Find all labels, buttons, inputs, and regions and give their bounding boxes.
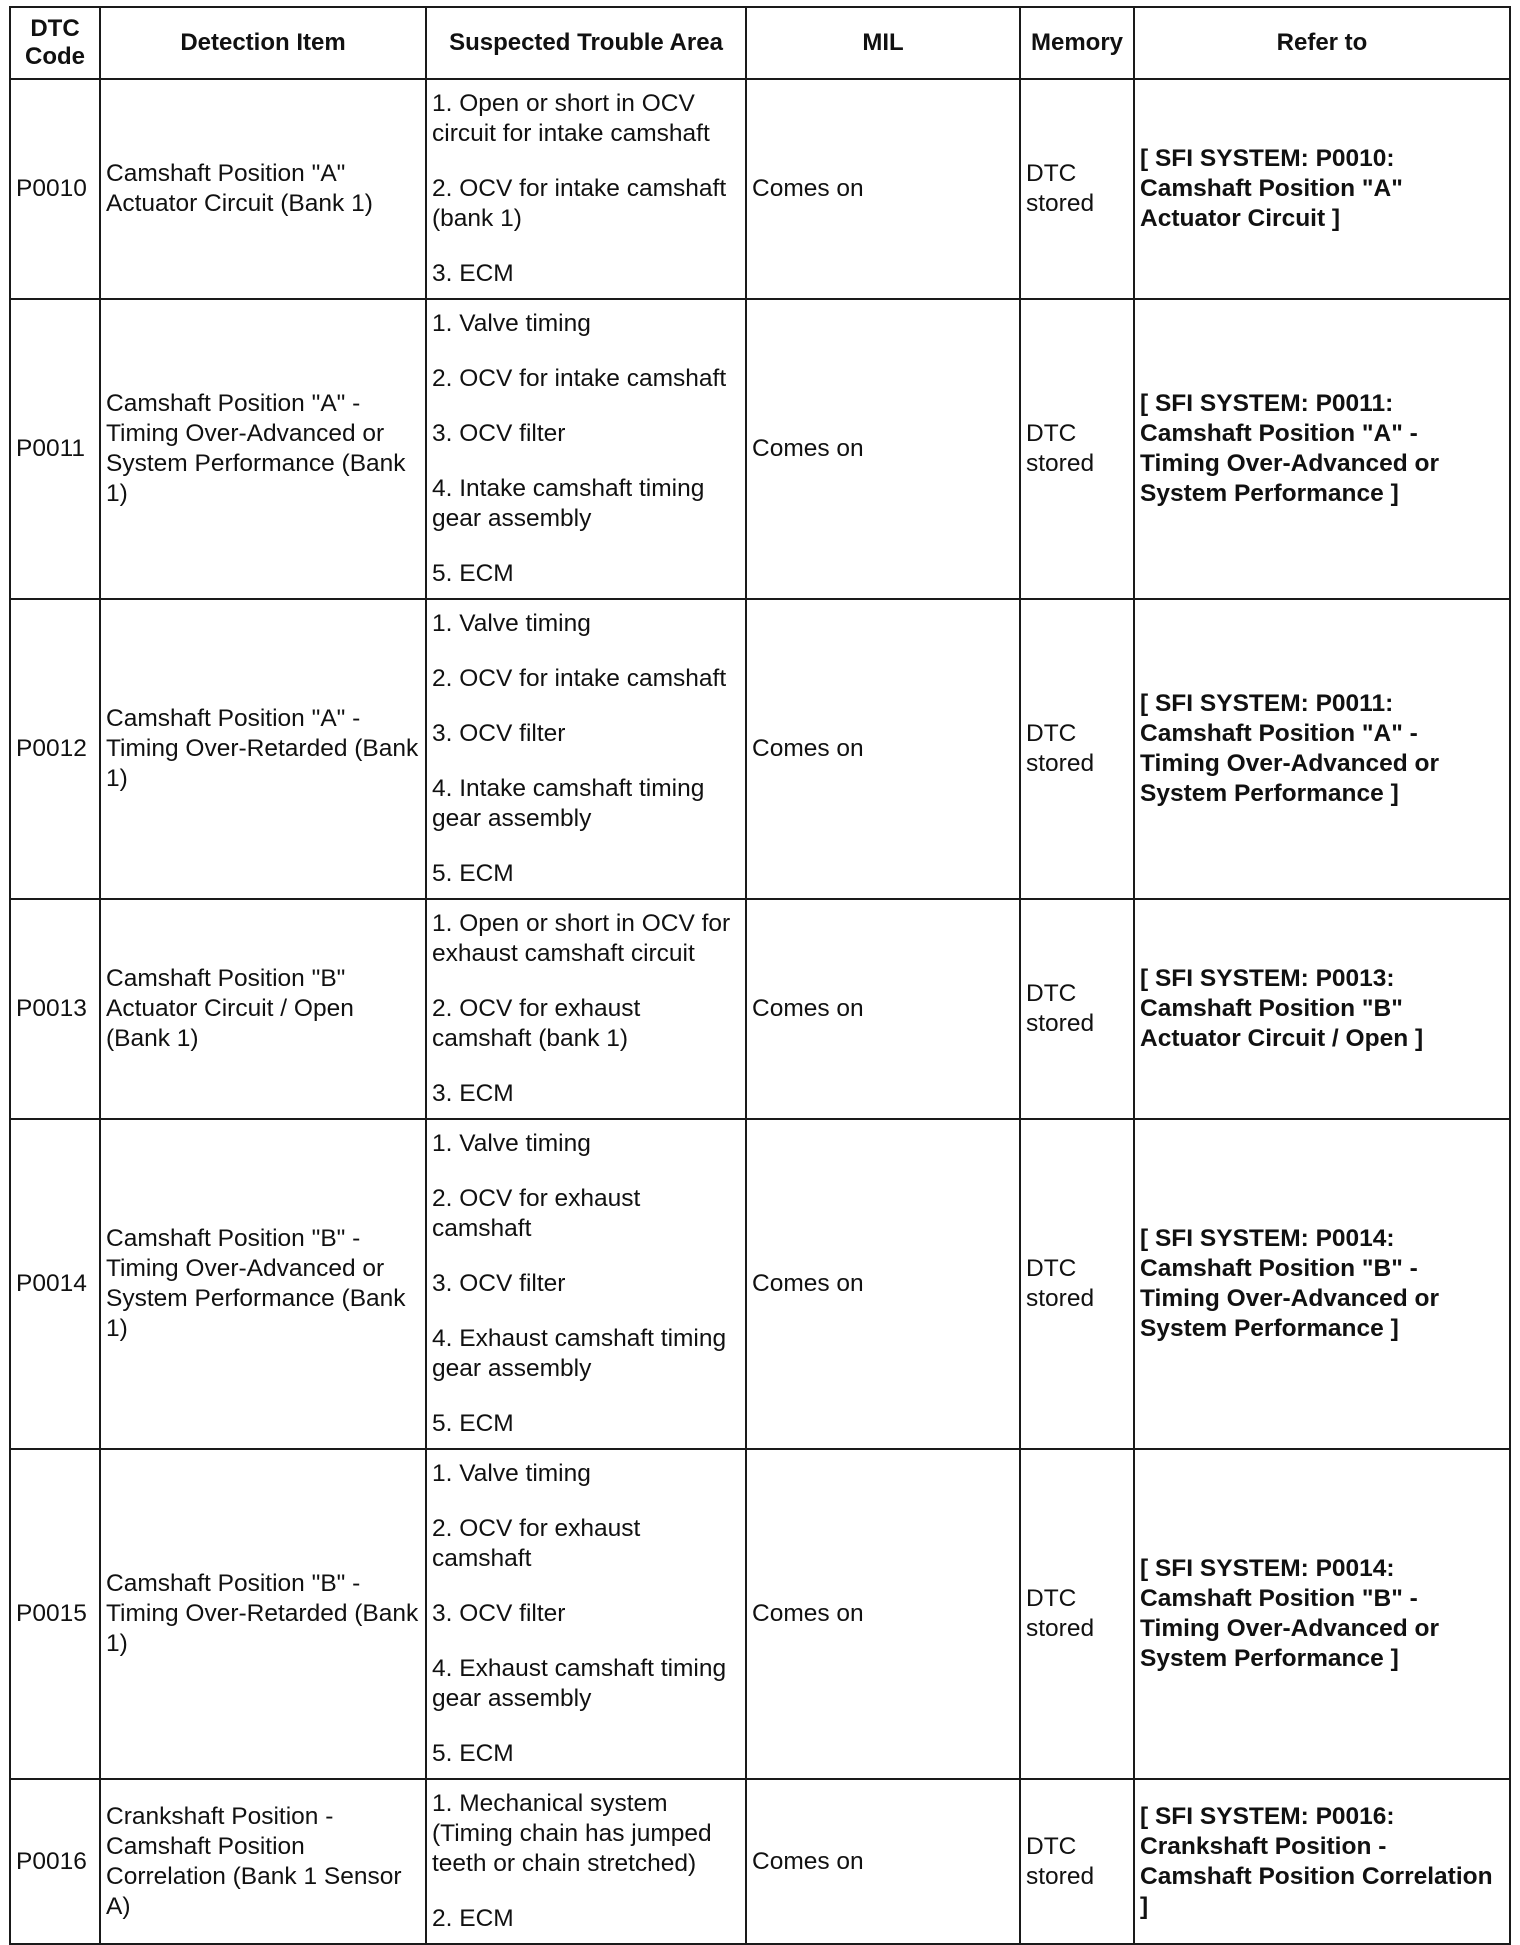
header-refer-to: Refer to: [1134, 7, 1510, 79]
trouble-area-item: 3. OCV filter: [432, 1270, 566, 1297]
header-mil: MIL: [746, 7, 1020, 79]
memory-cell: DTC stored: [1020, 299, 1134, 599]
table-row: [10, 1119, 1510, 1449]
header-row: [10, 7, 1510, 79]
table-row: [10, 599, 1510, 899]
mil-cell: Comes on: [746, 599, 1020, 899]
mil-cell: Comes on: [746, 899, 1020, 1119]
header-detection-item: Detection Item: [100, 7, 426, 79]
trouble-area-item: 2. OCV for intake camshaft (bank 1): [432, 175, 727, 232]
detection-item-cell: Camshaft Position "B" - Timing Over-Retarded (Bank 1): [100, 1449, 426, 1779]
mil-cell: Comes on: [746, 299, 1020, 599]
trouble-area-item: 4. Exhaust camshaft timing gear assembly: [432, 1655, 727, 1712]
trouble-area-item: 1. Valve timing: [432, 1130, 591, 1157]
detection-item-cell: Camshaft Position "B" - Timing Over-Advanced or System Performance (Bank 1): [100, 1119, 426, 1449]
memory-cell: DTC stored: [1020, 899, 1134, 1119]
memory-cell: DTC stored: [1020, 1449, 1134, 1779]
dtc-code-cell: P0014: [10, 1119, 100, 1449]
memory-cell: DTC stored: [1020, 79, 1134, 299]
trouble-area-item: 2. OCV for exhaust camshaft (bank 1): [432, 995, 641, 1052]
trouble-area-cell: [426, 899, 746, 1119]
refer-to-link[interactable]: [ SFI SYSTEM: P0013: Camshaft Position "B" Actuator Circuit / Open ]: [1134, 899, 1510, 1119]
trouble-area-item: 2. OCV for exhaust camshaft: [432, 1185, 641, 1242]
header-suspected-trouble-area: Suspected Trouble Area: [426, 7, 746, 79]
trouble-area-item: 5. ECM: [432, 1740, 514, 1767]
trouble-area-item: 2. ECM: [432, 1905, 514, 1932]
header-dtc-code: DTC Code: [10, 7, 100, 79]
table-header: [10, 7, 1510, 79]
trouble-area-cell: [426, 1449, 746, 1779]
trouble-area-item: 3. OCV filter: [432, 720, 566, 747]
trouble-area-item: 4. Exhaust camshaft timing gear assembly: [432, 1325, 727, 1382]
trouble-area-item: 3. OCV filter: [432, 420, 566, 447]
trouble-area-item: 4. Intake camshaft timing gear assembly: [432, 475, 705, 532]
memory-cell: DTC stored: [1020, 599, 1134, 899]
table-row: [10, 1779, 1510, 1944]
memory-cell: DTC stored: [1020, 1779, 1134, 1944]
trouble-area-item: 5. ECM: [432, 1410, 514, 1437]
detection-item-cell: Camshaft Position "A" Actuator Circuit (Bank 1): [100, 79, 426, 299]
dtc-code-cell: P0013: [10, 899, 100, 1119]
trouble-area-item: 3. ECM: [432, 260, 514, 287]
trouble-area-item: 1. Mechanical system (Timing chain has jumped teeth or chain stretched): [432, 1790, 712, 1877]
detection-item-cell: Camshaft Position "A" - Timing Over-Retarded (Bank 1): [100, 599, 426, 899]
trouble-area-item: 3. OCV filter: [432, 1600, 566, 1627]
mil-cell: Comes on: [746, 1779, 1020, 1944]
trouble-area-item: 2. OCV for exhaust camshaft: [432, 1515, 641, 1572]
refer-to-link[interactable]: [ SFI SYSTEM: P0011: Camshaft Position "A" - Timing Over-Advanced or System Performance ]: [1134, 599, 1510, 899]
trouble-area-item: 2. OCV for intake camshaft: [432, 365, 727, 392]
mil-cell: Comes on: [746, 1449, 1020, 1779]
header-memory: Memory: [1020, 7, 1134, 79]
detection-item-cell: Camshaft Position "A" - Timing Over-Advanced or System Performance (Bank 1): [100, 299, 426, 599]
trouble-area-cell: [426, 79, 746, 299]
trouble-area-item: 5. ECM: [432, 860, 514, 887]
trouble-area-item: 1. Valve timing: [432, 610, 591, 637]
table-row: [10, 899, 1510, 1119]
table-row: [10, 79, 1510, 299]
refer-to-link[interactable]: [ SFI SYSTEM: P0014: Camshaft Position "B" - Timing Over-Advanced or System Performance ]: [1134, 1449, 1510, 1779]
trouble-area-item: 4. Intake camshaft timing gear assembly: [432, 775, 705, 832]
dtc-code-cell: P0011: [10, 299, 100, 599]
dtc-code-cell: P0012: [10, 599, 100, 899]
detection-item-cell: Camshaft Position "B" Actuator Circuit / Open (Bank 1): [100, 899, 426, 1119]
mil-cell: Comes on: [746, 79, 1020, 299]
dtc-code-cell: P0015: [10, 1449, 100, 1779]
refer-to-link[interactable]: [ SFI SYSTEM: P0014: Camshaft Position "B" - Timing Over-Advanced or System Performance ]: [1134, 1119, 1510, 1449]
trouble-area-cell: [426, 599, 746, 899]
dtc-code-cell: P0010: [10, 79, 100, 299]
memory-cell: DTC stored: [1020, 1119, 1134, 1449]
trouble-area-cell: [426, 299, 746, 599]
trouble-area-cell: [426, 1119, 746, 1449]
dtc-table: [9, 6, 1511, 1945]
table-row: [10, 1449, 1510, 1779]
trouble-area-item: 1. Valve timing: [432, 1460, 591, 1487]
trouble-area-item: 5. ECM: [432, 560, 514, 587]
refer-to-link[interactable]: [ SFI SYSTEM: P0010: Camshaft Position "A" Actuator Circuit ]: [1134, 79, 1510, 299]
trouble-area-item: 2. OCV for intake camshaft: [432, 665, 727, 692]
trouble-area-item: 3. ECM: [432, 1080, 514, 1107]
trouble-area-item: 1. Open or short in OCV for exhaust camshaft circuit: [432, 910, 731, 967]
trouble-area-item: 1. Open or short in OCV circuit for intake camshaft: [432, 90, 710, 147]
refer-to-link[interactable]: [ SFI SYSTEM: P0011: Camshaft Position "A" - Timing Over-Advanced or System Performance ]: [1134, 299, 1510, 599]
trouble-area-cell: [426, 1779, 746, 1944]
table-body: [10, 79, 1510, 1944]
dtc-code-cell: P0016: [10, 1779, 100, 1944]
trouble-area-item: 1. Valve timing: [432, 310, 591, 337]
mil-cell: Comes on: [746, 1119, 1020, 1449]
detection-item-cell: Crankshaft Position - Camshaft Position Correlation (Bank 1 Sensor A): [100, 1779, 426, 1944]
table-row: [10, 299, 1510, 599]
refer-to-link[interactable]: [ SFI SYSTEM: P0016: Crankshaft Position - Camshaft Position Correlation ]: [1134, 1779, 1510, 1944]
